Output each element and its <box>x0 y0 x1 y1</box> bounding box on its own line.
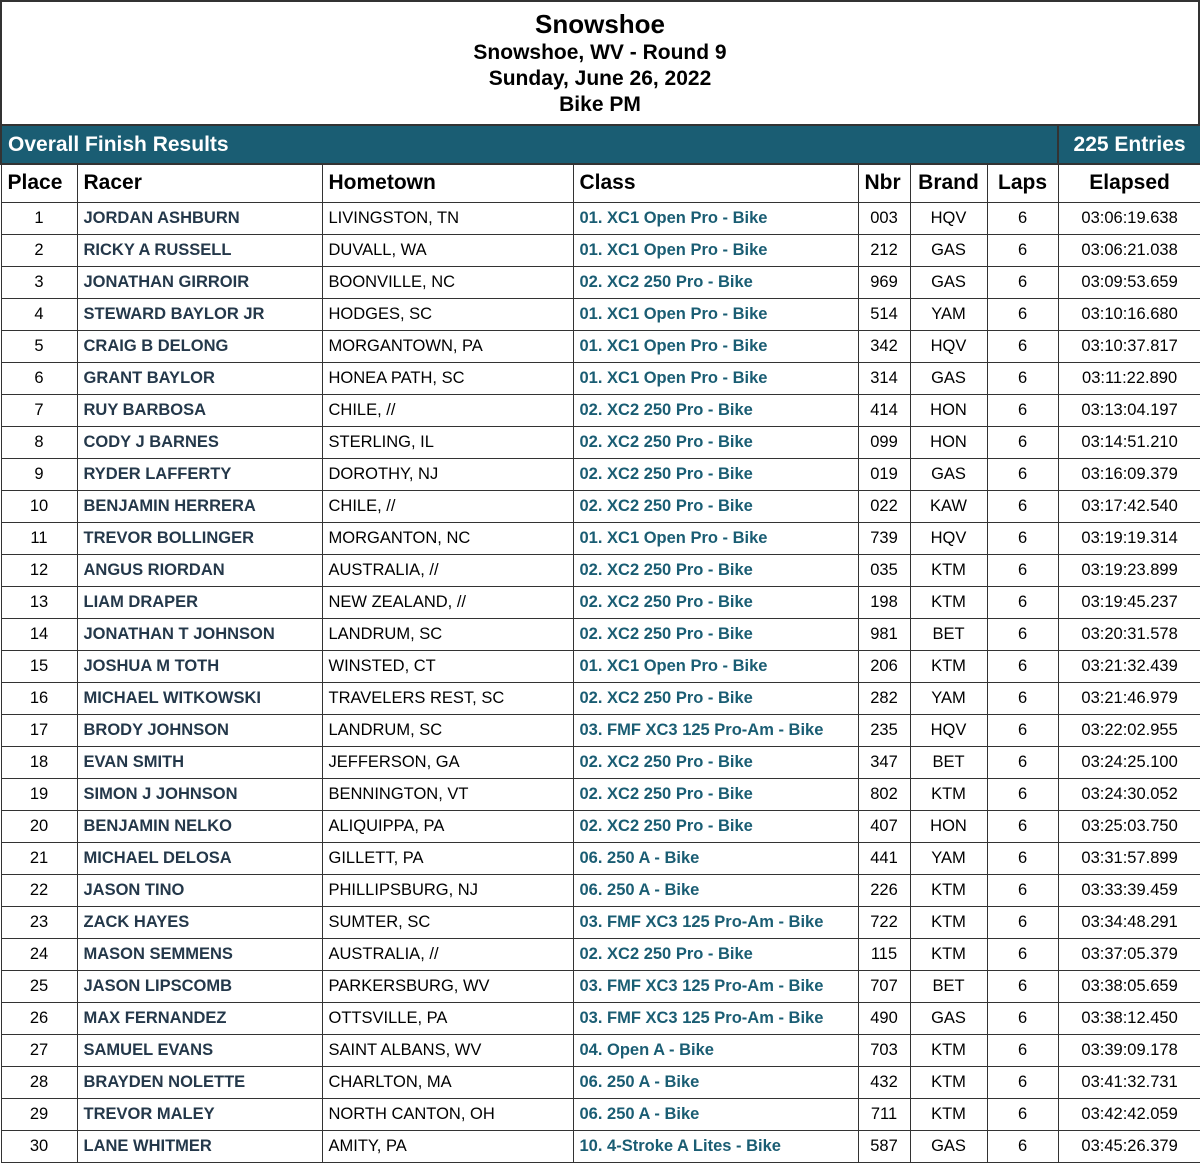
brand-cell: HQV <box>910 330 987 362</box>
elapsed-cell: 03:06:21.038 <box>1058 234 1200 266</box>
elapsed-cell: 03:45:26.379 <box>1058 1130 1200 1162</box>
racer-link[interactable]: BRODY JOHNSON <box>77 714 322 746</box>
nbr-cell: 707 <box>858 970 910 1002</box>
nbr-cell: 347 <box>858 746 910 778</box>
brand-cell: HON <box>910 394 987 426</box>
class-link[interactable]: 01. XC1 Open Pro - Bike <box>573 650 858 682</box>
hometown-cell: AUSTRALIA, // <box>322 938 573 970</box>
brand-cell: KTM <box>910 1066 987 1098</box>
brand-cell: BET <box>910 618 987 650</box>
place-cell: 19 <box>1 778 77 810</box>
racer-link[interactable]: CODY J BARNES <box>77 426 322 458</box>
brand-cell: KTM <box>910 874 987 906</box>
laps-cell: 6 <box>987 938 1058 970</box>
brand-cell: GAS <box>910 234 987 266</box>
brand-cell: HQV <box>910 714 987 746</box>
hometown-cell: DOROTHY, NJ <box>322 458 573 490</box>
racer-link[interactable]: JORDAN ASHBURN <box>77 202 322 234</box>
nbr-cell: 802 <box>858 778 910 810</box>
class-link[interactable]: 06. 250 A - Bike <box>573 1098 858 1130</box>
table-row <box>1 970 1200 1002</box>
class-link[interactable]: 01. XC1 Open Pro - Bike <box>573 234 858 266</box>
laps-cell: 6 <box>987 298 1058 330</box>
hometown-cell: NEW ZEALAND, // <box>322 586 573 618</box>
brand-cell: HON <box>910 426 987 458</box>
hometown-cell: LANDRUM, SC <box>322 618 573 650</box>
laps-cell: 6 <box>987 234 1058 266</box>
nbr-cell: 342 <box>858 330 910 362</box>
col-place: Place <box>1 164 77 202</box>
nbr-cell: 722 <box>858 906 910 938</box>
laps-cell: 6 <box>987 266 1058 298</box>
class-link[interactable]: 02. XC2 250 Pro - Bike <box>573 778 858 810</box>
laps-cell: 6 <box>987 810 1058 842</box>
place-cell: 9 <box>1 458 77 490</box>
place-cell: 12 <box>1 554 77 586</box>
elapsed-cell: 03:34:48.291 <box>1058 906 1200 938</box>
racer-link[interactable]: SIMON J JOHNSON <box>77 778 322 810</box>
event-title: Snowshoe <box>534 9 665 39</box>
nbr-cell: 035 <box>858 554 910 586</box>
brand-cell: KTM <box>910 586 987 618</box>
col-elapsed: Elapsed <box>1058 164 1200 202</box>
brand-cell: KTM <box>910 938 987 970</box>
table-row <box>1 874 1200 906</box>
table-row <box>1 746 1200 778</box>
laps-cell: 6 <box>987 874 1058 906</box>
nbr-cell: 314 <box>858 362 910 394</box>
nbr-cell: 206 <box>858 650 910 682</box>
class-link[interactable]: 02. XC2 250 Pro - Bike <box>573 394 858 426</box>
class-link[interactable]: 01. XC1 Open Pro - Bike <box>573 362 858 394</box>
laps-cell: 6 <box>987 746 1058 778</box>
event-session: Bike PM <box>559 93 641 116</box>
place-cell: 15 <box>1 650 77 682</box>
entries-count: 225 Entries <box>1058 125 1200 164</box>
laps-cell: 6 <box>987 1034 1058 1066</box>
laps-cell: 6 <box>987 778 1058 810</box>
brand-cell: KTM <box>910 1034 987 1066</box>
racer-link[interactable]: LIAM DRAPER <box>77 586 322 618</box>
hometown-cell: BOONVILLE, NC <box>322 266 573 298</box>
event-location-round: Snowshoe, WV - Round 9 <box>473 41 727 64</box>
place-cell: 8 <box>1 426 77 458</box>
col-class: Class <box>573 164 858 202</box>
class-link[interactable]: 03. FMF XC3 125 Pro-Am - Bike <box>573 906 858 938</box>
col-hometown: Hometown <box>322 164 573 202</box>
racer-link[interactable]: MICHAEL WITKOWSKI <box>77 682 322 714</box>
laps-cell: 6 <box>987 522 1058 554</box>
table-row <box>1 362 1200 394</box>
racer-link[interactable]: TREVOR BOLLINGER <box>77 522 322 554</box>
col-brand: Brand <box>910 164 987 202</box>
hometown-cell: DUVALL, WA <box>322 234 573 266</box>
class-link[interactable]: 03. FMF XC3 125 Pro-Am - Bike <box>573 714 858 746</box>
laps-cell: 6 <box>987 842 1058 874</box>
laps-cell: 6 <box>987 618 1058 650</box>
nbr-cell: 711 <box>858 1098 910 1130</box>
hometown-cell: BENNINGTON, VT <box>322 778 573 810</box>
col-racer: Racer <box>77 164 322 202</box>
elapsed-cell: 03:39:09.178 <box>1058 1034 1200 1066</box>
table-row <box>1 778 1200 810</box>
nbr-cell: 490 <box>858 1002 910 1034</box>
nbr-cell: 514 <box>858 298 910 330</box>
elapsed-cell: 03:21:46.979 <box>1058 682 1200 714</box>
table-row <box>1 682 1200 714</box>
nbr-cell: 739 <box>858 522 910 554</box>
place-cell: 17 <box>1 714 77 746</box>
racer-link[interactable]: STEWARD BAYLOR JR <box>77 298 322 330</box>
brand-cell: GAS <box>910 1002 987 1034</box>
nbr-cell: 115 <box>858 938 910 970</box>
banner-title: Overall Finish Results <box>1 125 1058 164</box>
brand-cell: BET <box>910 970 987 1002</box>
hometown-cell: HODGES, SC <box>322 298 573 330</box>
event-date: Sunday, June 26, 2022 <box>488 67 712 90</box>
nbr-cell: 099 <box>858 426 910 458</box>
place-cell: 6 <box>1 362 77 394</box>
hometown-cell: CHILE, // <box>322 394 573 426</box>
elapsed-cell: 03:19:19.314 <box>1058 522 1200 554</box>
table-row <box>1 618 1200 650</box>
place-cell: 28 <box>1 1066 77 1098</box>
laps-cell: 6 <box>987 202 1058 234</box>
laps-cell: 6 <box>987 586 1058 618</box>
class-link[interactable]: 02. XC2 250 Pro - Bike <box>573 426 858 458</box>
class-link[interactable]: 02. XC2 250 Pro - Bike <box>573 266 858 298</box>
nbr-cell: 198 <box>858 586 910 618</box>
racer-link[interactable]: JONATHAN GIRROIR <box>77 266 322 298</box>
class-link[interactable]: 01. XC1 Open Pro - Bike <box>573 522 858 554</box>
nbr-cell: 003 <box>858 202 910 234</box>
table-row <box>1 298 1200 330</box>
racer-link[interactable]: BENJAMIN HERRERA <box>77 490 322 522</box>
elapsed-cell: 03:20:31.578 <box>1058 618 1200 650</box>
place-cell: 24 <box>1 938 77 970</box>
hometown-cell: LIVINGSTON, TN <box>322 202 573 234</box>
laps-cell: 6 <box>987 906 1058 938</box>
table-row <box>1 202 1200 234</box>
elapsed-cell: 03:19:45.237 <box>1058 586 1200 618</box>
nbr-cell: 432 <box>858 1066 910 1098</box>
racer-link[interactable]: CRAIG B DELONG <box>77 330 322 362</box>
brand-cell: GAS <box>910 1130 987 1162</box>
laps-cell: 6 <box>987 362 1058 394</box>
brand-cell: KTM <box>910 906 987 938</box>
elapsed-cell: 03:10:16.680 <box>1058 298 1200 330</box>
table-row <box>1 490 1200 522</box>
table-row <box>1 458 1200 490</box>
place-cell: 10 <box>1 490 77 522</box>
class-link[interactable]: 02. XC2 250 Pro - Bike <box>573 618 858 650</box>
brand-cell: GAS <box>910 362 987 394</box>
place-cell: 27 <box>1 1034 77 1066</box>
table-row <box>1 938 1200 970</box>
hometown-cell: NORTH CANTON, OH <box>322 1098 573 1130</box>
class-link[interactable]: 02. XC2 250 Pro - Bike <box>573 490 858 522</box>
class-link[interactable]: 02. XC2 250 Pro - Bike <box>573 554 858 586</box>
table-row <box>1 1130 1200 1162</box>
laps-cell: 6 <box>987 970 1058 1002</box>
hometown-cell: MORGANTOWN, PA <box>322 330 573 362</box>
elapsed-cell: 03:19:23.899 <box>1058 554 1200 586</box>
nbr-cell: 226 <box>858 874 910 906</box>
elapsed-cell: 03:06:19.638 <box>1058 202 1200 234</box>
class-link[interactable]: 02. XC2 250 Pro - Bike <box>573 746 858 778</box>
laps-cell: 6 <box>987 490 1058 522</box>
brand-cell: HQV <box>910 202 987 234</box>
laps-cell: 6 <box>987 682 1058 714</box>
brand-cell: YAM <box>910 298 987 330</box>
hometown-cell: WINSTED, CT <box>322 650 573 682</box>
hometown-cell: HONEA PATH, SC <box>322 362 573 394</box>
elapsed-cell: 03:09:53.659 <box>1058 266 1200 298</box>
place-cell: 14 <box>1 618 77 650</box>
elapsed-cell: 03:10:37.817 <box>1058 330 1200 362</box>
table-row <box>1 1034 1200 1066</box>
table-row <box>1 330 1200 362</box>
laps-cell: 6 <box>987 554 1058 586</box>
place-cell: 5 <box>1 330 77 362</box>
elapsed-cell: 03:11:22.890 <box>1058 362 1200 394</box>
table-row <box>1 810 1200 842</box>
elapsed-cell: 03:31:57.899 <box>1058 842 1200 874</box>
place-cell: 22 <box>1 874 77 906</box>
nbr-cell: 441 <box>858 842 910 874</box>
table-row <box>1 554 1200 586</box>
racer-link[interactable]: BRAYDEN NOLETTE <box>77 1066 322 1098</box>
elapsed-cell: 03:38:12.450 <box>1058 1002 1200 1034</box>
place-cell: 29 <box>1 1098 77 1130</box>
table-row <box>1 906 1200 938</box>
elapsed-cell: 03:42:42.059 <box>1058 1098 1200 1130</box>
class-link[interactable]: 01. XC1 Open Pro - Bike <box>573 330 858 362</box>
table-row <box>1 266 1200 298</box>
hometown-cell: MORGANTON, NC <box>322 522 573 554</box>
column-header-row <box>1 164 1200 202</box>
hometown-cell: CHILE, // <box>322 490 573 522</box>
laps-cell: 6 <box>987 458 1058 490</box>
laps-cell: 6 <box>987 1130 1058 1162</box>
class-link[interactable]: 10. 4-Stroke A Lites - Bike <box>573 1130 858 1162</box>
place-cell: 2 <box>1 234 77 266</box>
laps-cell: 6 <box>987 714 1058 746</box>
table-row <box>1 1098 1200 1130</box>
racer-link[interactable]: BENJAMIN NELKO <box>77 810 322 842</box>
brand-cell: KTM <box>910 554 987 586</box>
hometown-cell: LANDRUM, SC <box>322 714 573 746</box>
elapsed-cell: 03:13:04.197 <box>1058 394 1200 426</box>
nbr-cell: 703 <box>858 1034 910 1066</box>
brand-cell: GAS <box>910 266 987 298</box>
racer-link[interactable]: LANE WHITMER <box>77 1130 322 1162</box>
col-nbr: Nbr <box>858 164 910 202</box>
table-row <box>1 650 1200 682</box>
results-banner <box>1 125 1200 164</box>
place-cell: 20 <box>1 810 77 842</box>
laps-cell: 6 <box>987 330 1058 362</box>
elapsed-cell: 03:16:09.379 <box>1058 458 1200 490</box>
racer-link[interactable]: MICHAEL DELOSA <box>77 842 322 874</box>
racer-link[interactable]: JOSHUA M TOTH <box>77 650 322 682</box>
laps-cell: 6 <box>987 1098 1058 1130</box>
col-laps: Laps <box>987 164 1058 202</box>
elapsed-cell: 03:25:03.750 <box>1058 810 1200 842</box>
table-row <box>1 522 1200 554</box>
place-cell: 1 <box>1 202 77 234</box>
table-row <box>1 586 1200 618</box>
nbr-cell: 969 <box>858 266 910 298</box>
nbr-cell: 587 <box>858 1130 910 1162</box>
brand-cell: HON <box>910 810 987 842</box>
place-cell: 3 <box>1 266 77 298</box>
class-link[interactable]: 02. XC2 250 Pro - Bike <box>573 458 858 490</box>
hometown-cell: JEFFERSON, GA <box>322 746 573 778</box>
table-row <box>1 1002 1200 1034</box>
results-table <box>0 124 1200 1163</box>
brand-cell: YAM <box>910 682 987 714</box>
class-link[interactable]: 03. FMF XC3 125 Pro-Am - Bike <box>573 1002 858 1034</box>
hometown-cell: SUMTER, SC <box>322 906 573 938</box>
brand-cell: HQV <box>910 522 987 554</box>
elapsed-cell: 03:37:05.379 <box>1058 938 1200 970</box>
hometown-cell: STERLING, IL <box>322 426 573 458</box>
class-link[interactable]: 02. XC2 250 Pro - Bike <box>573 682 858 714</box>
brand-cell: KTM <box>910 1098 987 1130</box>
table-row <box>1 714 1200 746</box>
nbr-cell: 407 <box>858 810 910 842</box>
laps-cell: 6 <box>987 394 1058 426</box>
brand-cell: GAS <box>910 458 987 490</box>
nbr-cell: 981 <box>858 618 910 650</box>
laps-cell: 6 <box>987 426 1058 458</box>
place-cell: 16 <box>1 682 77 714</box>
racer-link[interactable]: MASON SEMMENS <box>77 938 322 970</box>
place-cell: 23 <box>1 906 77 938</box>
racer-link[interactable]: JONATHAN T JOHNSON <box>77 618 322 650</box>
brand-cell: KTM <box>910 650 987 682</box>
racer-link[interactable]: SAMUEL EVANS <box>77 1034 322 1066</box>
class-link[interactable]: 06. 250 A - Bike <box>573 874 858 906</box>
place-cell: 7 <box>1 394 77 426</box>
laps-cell: 6 <box>987 650 1058 682</box>
hometown-cell: TRAVELERS REST, SC <box>322 682 573 714</box>
class-link[interactable]: 01. XC1 Open Pro - Bike <box>573 202 858 234</box>
elapsed-cell: 03:33:39.459 <box>1058 874 1200 906</box>
place-cell: 13 <box>1 586 77 618</box>
place-cell: 11 <box>1 522 77 554</box>
nbr-cell: 235 <box>858 714 910 746</box>
hometown-cell: PHILLIPSBURG, NJ <box>322 874 573 906</box>
class-link[interactable]: 02. XC2 250 Pro - Bike <box>573 586 858 618</box>
brand-cell: YAM <box>910 842 987 874</box>
nbr-cell: 212 <box>858 234 910 266</box>
brand-cell: KTM <box>910 778 987 810</box>
elapsed-cell: 03:22:02.955 <box>1058 714 1200 746</box>
elapsed-cell: 03:24:25.100 <box>1058 746 1200 778</box>
racer-link[interactable]: MAX FERNANDEZ <box>77 1002 322 1034</box>
hometown-cell: ALIQUIPPA, PA <box>322 810 573 842</box>
place-cell: 21 <box>1 842 77 874</box>
racer-link[interactable]: GRANT BAYLOR <box>77 362 322 394</box>
brand-cell: BET <box>910 746 987 778</box>
class-link[interactable]: 06. 250 A - Bike <box>573 842 858 874</box>
racer-link[interactable]: RYDER LAFFERTY <box>77 458 322 490</box>
place-cell: 25 <box>1 970 77 1002</box>
class-link[interactable]: 06. 250 A - Bike <box>573 1066 858 1098</box>
table-row <box>1 1066 1200 1098</box>
elapsed-cell: 03:24:30.052 <box>1058 778 1200 810</box>
hometown-cell: GILLETT, PA <box>322 842 573 874</box>
class-link[interactable]: 03. FMF XC3 125 Pro-Am - Bike <box>573 970 858 1002</box>
racer-link[interactable]: RICKY A RUSSELL <box>77 234 322 266</box>
class-link[interactable]: 02. XC2 250 Pro - Bike <box>573 810 858 842</box>
place-cell: 30 <box>1 1130 77 1162</box>
brand-cell: KAW <box>910 490 987 522</box>
laps-cell: 6 <box>987 1002 1058 1034</box>
class-link[interactable]: 02. XC2 250 Pro - Bike <box>573 938 858 970</box>
racer-link[interactable]: ANGUS RIORDAN <box>77 554 322 586</box>
racer-link[interactable]: JASON TINO <box>77 874 322 906</box>
place-cell: 18 <box>1 746 77 778</box>
elapsed-cell: 03:38:05.659 <box>1058 970 1200 1002</box>
laps-cell: 6 <box>987 1066 1058 1098</box>
place-cell: 26 <box>1 1002 77 1034</box>
hometown-cell: PARKERSBURG, WV <box>322 970 573 1002</box>
event-header <box>0 0 1200 124</box>
hometown-cell: OTTSVILLE, PA <box>322 1002 573 1034</box>
elapsed-cell: 03:21:32.439 <box>1058 650 1200 682</box>
table-row <box>1 234 1200 266</box>
racer-link[interactable]: TREVOR MALEY <box>77 1098 322 1130</box>
results-body <box>1 202 1200 1162</box>
racer-link[interactable]: RUY BARBOSA <box>77 394 322 426</box>
table-row <box>1 394 1200 426</box>
hometown-cell: AMITY, PA <box>322 1130 573 1162</box>
table-row <box>1 426 1200 458</box>
nbr-cell: 022 <box>858 490 910 522</box>
hometown-cell: SAINT ALBANS, WV <box>322 1034 573 1066</box>
racer-link[interactable]: EVAN SMITH <box>77 746 322 778</box>
elapsed-cell: 03:41:32.731 <box>1058 1066 1200 1098</box>
table-row <box>1 842 1200 874</box>
class-link[interactable]: 01. XC1 Open Pro - Bike <box>573 298 858 330</box>
hometown-cell: CHARLTON, MA <box>322 1066 573 1098</box>
nbr-cell: 282 <box>858 682 910 714</box>
elapsed-cell: 03:14:51.210 <box>1058 426 1200 458</box>
hometown-cell: AUSTRALIA, // <box>322 554 573 586</box>
racer-link[interactable]: ZACK HAYES <box>77 906 322 938</box>
nbr-cell: 019 <box>858 458 910 490</box>
class-link[interactable]: 04. Open A - Bike <box>573 1034 858 1066</box>
racer-link[interactable]: JASON LIPSCOMB <box>77 970 322 1002</box>
place-cell: 4 <box>1 298 77 330</box>
elapsed-cell: 03:17:42.540 <box>1058 490 1200 522</box>
nbr-cell: 414 <box>858 394 910 426</box>
